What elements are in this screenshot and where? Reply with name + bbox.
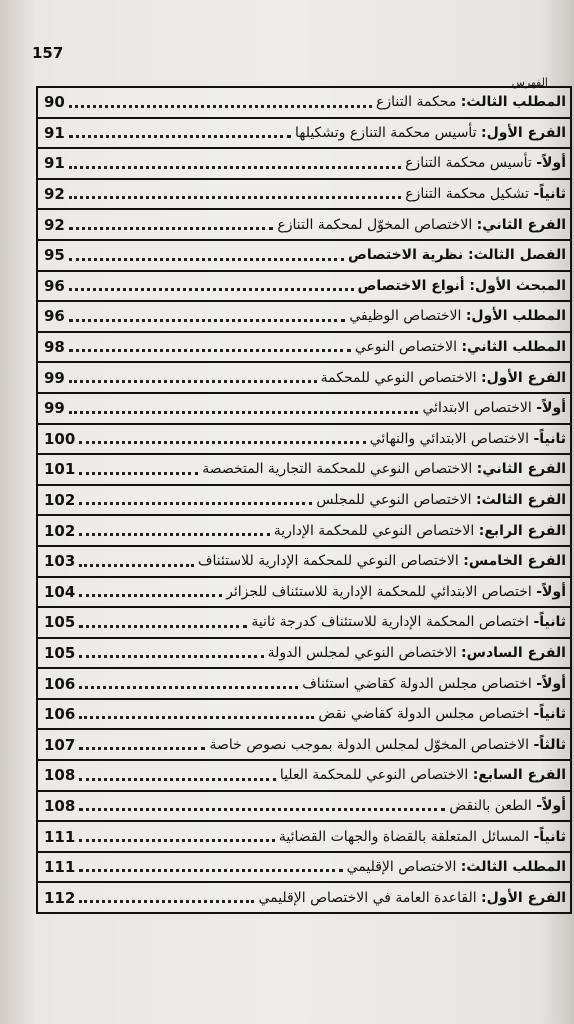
toc-entry-label: ثانياً- bbox=[533, 828, 566, 845]
toc-entry-title bbox=[198, 553, 570, 569]
toc-row bbox=[38, 547, 570, 578]
toc-leader-dots bbox=[79, 625, 247, 628]
toc-entry-label: أولاً- bbox=[536, 583, 566, 600]
toc-entry-title bbox=[277, 217, 570, 233]
toc-leader-dots bbox=[69, 288, 354, 291]
toc-entry-text: الطعن بالنقض bbox=[449, 797, 537, 814]
toc-entry-text: أنواع الاختصاص bbox=[357, 277, 470, 294]
toc-leader-dots bbox=[69, 411, 419, 414]
toc-entry-label: الفرع الأول: bbox=[481, 889, 566, 906]
toc-entry-text: الاختصاص الوظيفي bbox=[349, 308, 466, 325]
table-of-contents bbox=[36, 86, 572, 914]
toc-entry-label: الفرع السادس: bbox=[461, 644, 566, 661]
toc-page-number: 106 bbox=[44, 674, 76, 693]
toc-entry-title bbox=[268, 645, 570, 661]
toc-entry-title bbox=[405, 155, 570, 171]
toc-row bbox=[38, 363, 570, 394]
toc-entry-title bbox=[405, 186, 570, 202]
toc-entry-title bbox=[258, 890, 570, 906]
toc-entry-text: تأسيس محكمة التنازع وتشكيلها bbox=[294, 124, 482, 141]
toc-entry-label: الفرع الخامس: bbox=[463, 553, 566, 570]
toc-entry-label: المطلب الثاني: bbox=[461, 339, 566, 356]
toc-page-number: 107 bbox=[44, 735, 76, 754]
toc-leader-dots bbox=[69, 319, 345, 322]
toc-leader-dots bbox=[79, 869, 342, 872]
toc-entry-label: الفصل الثالث: bbox=[468, 247, 566, 264]
toc-entry-title bbox=[318, 706, 570, 722]
toc-leader-dots bbox=[79, 564, 194, 567]
toc-entry-label: أولاً- bbox=[536, 797, 566, 814]
toc-entry-label: الفرع السابع: bbox=[472, 767, 566, 784]
toc-entry-label: أولاً- bbox=[536, 675, 566, 692]
toc-entry-title bbox=[316, 492, 570, 508]
toc-entry-label: الفرع الأول: bbox=[481, 124, 566, 141]
page-number: 157 bbox=[32, 44, 64, 62]
toc-page-number: 91 bbox=[44, 154, 65, 173]
toc-leader-dots bbox=[79, 808, 445, 811]
toc-leader-dots bbox=[79, 778, 276, 781]
toc-page-number: 96 bbox=[44, 307, 65, 326]
toc-entry-label: ثانياً- bbox=[533, 706, 566, 723]
toc-leader-dots bbox=[79, 594, 222, 597]
toc-entry-text: نظرية الاختصاص bbox=[347, 247, 468, 264]
toc-row bbox=[38, 180, 570, 211]
toc-entry-text: محكمة التنازع bbox=[376, 94, 461, 111]
toc-entry-text: الاختصاص النوعي للمحكمة التجارية المتخصصة bbox=[202, 461, 477, 478]
toc-page-number: 104 bbox=[44, 582, 76, 601]
toc-page-number: 102 bbox=[44, 521, 76, 540]
toc-entry-text: الاختصاص النوعي للمجلس bbox=[316, 492, 477, 509]
toc-entry-title bbox=[226, 584, 570, 600]
toc-page-number: 96 bbox=[44, 276, 65, 295]
toc-page-number: 99 bbox=[44, 399, 65, 418]
toc-entry-title bbox=[449, 798, 570, 814]
toc-page-number: 106 bbox=[44, 705, 76, 724]
toc-entry-text: الاختصاص المخوّل لمحكمة التنازع bbox=[277, 216, 477, 233]
toc-row bbox=[38, 700, 570, 731]
toc-leader-dots bbox=[79, 533, 269, 536]
toc-leader-dots bbox=[69, 196, 401, 199]
toc-leader-dots bbox=[69, 349, 351, 352]
toc-page-number: 102 bbox=[44, 491, 76, 510]
toc-leader-dots bbox=[79, 655, 263, 658]
toc-entry-label: المطلب الأول: bbox=[465, 308, 566, 325]
toc-entry-text: الاختصاص النوعي bbox=[354, 339, 462, 356]
toc-entry-text: الاختصاص النوعي للمحكمة bbox=[320, 369, 482, 386]
toc-entry-text: الاختصاص النوعي لمجلس الدولة bbox=[267, 644, 462, 661]
toc-entry-title bbox=[376, 94, 570, 110]
toc-entry-text: القاعدة العامة في الاختصاص الإقليمي bbox=[258, 889, 482, 906]
toc-leader-dots bbox=[69, 166, 401, 169]
toc-leader-dots bbox=[79, 686, 298, 689]
toc-entry-label: أولاً- bbox=[536, 400, 566, 417]
toc-row bbox=[38, 486, 570, 517]
toc-row bbox=[38, 425, 570, 456]
toc-entry-text: الاختصاص الإقليمي bbox=[346, 859, 461, 876]
toc-page-number: 108 bbox=[44, 766, 76, 785]
toc-row bbox=[38, 730, 570, 761]
toc-entry-title bbox=[321, 370, 570, 386]
toc-row bbox=[38, 241, 570, 272]
toc-entry-label: ثانياً- bbox=[533, 614, 566, 631]
toc-page-number: 100 bbox=[44, 429, 76, 448]
toc-entry-text: الاختصاص النوعي للمحكمة الإدارية bbox=[273, 522, 479, 539]
toc-entry-label: أولاً- bbox=[536, 155, 566, 172]
toc-row bbox=[38, 149, 570, 180]
toc-entry-label: الفرع الأول: bbox=[481, 369, 566, 386]
toc-row bbox=[38, 210, 570, 241]
toc-entry-text: تشكيل محكمة التنازع bbox=[405, 186, 534, 203]
toc-entry-title bbox=[422, 400, 570, 416]
toc-page-number: 101 bbox=[44, 460, 76, 479]
toc-row bbox=[38, 333, 570, 364]
toc-page-number: 90 bbox=[44, 93, 65, 112]
toc-entry-title bbox=[280, 767, 570, 783]
toc-leader-dots bbox=[79, 839, 275, 842]
toc-entry-label: المطلب الثالث: bbox=[460, 859, 566, 876]
toc-entry-title bbox=[348, 247, 570, 263]
toc-entry-text: الاختصاص المخوّل لمجلس الدولة بموجب نصوص خاصة bbox=[209, 736, 534, 753]
toc-entry-text: الاختصاص النوعي للمحكمة الإدارية للاستئناف bbox=[197, 553, 464, 570]
toc-row bbox=[38, 853, 570, 884]
toc-page-number: 103 bbox=[44, 552, 76, 571]
toc-entry-text: اختصاص الابتدائي للمحكمة الإدارية للاستئناف للجزائر bbox=[226, 583, 537, 600]
toc-page-number: 105 bbox=[44, 613, 76, 632]
toc-leader-dots bbox=[79, 716, 314, 719]
toc-entry-label: ثانياً- bbox=[533, 430, 566, 447]
toc-page-number: 105 bbox=[44, 643, 76, 662]
toc-entry-title bbox=[302, 676, 570, 692]
toc-entry-title bbox=[370, 431, 570, 447]
toc-page-number: 112 bbox=[44, 888, 76, 907]
toc-leader-dots bbox=[79, 900, 254, 903]
toc-row bbox=[38, 578, 570, 609]
toc-leader-dots bbox=[79, 747, 205, 750]
toc-entry-title bbox=[251, 614, 570, 630]
toc-row bbox=[38, 792, 570, 823]
toc-leader-dots bbox=[69, 258, 344, 261]
toc-entry-text: المسائل المتعلقة بالقضاة والجهات القضائية bbox=[278, 828, 534, 845]
toc-leader-dots bbox=[79, 441, 365, 444]
toc-entry-label: المبحث الأول: bbox=[469, 277, 566, 294]
running-header: الفهرس bbox=[511, 76, 548, 89]
toc-entry-title bbox=[209, 737, 570, 753]
toc-page-number: 108 bbox=[44, 796, 76, 815]
toc-entry-text: الاختصاص النوعي للمحكمة العليا bbox=[279, 767, 473, 784]
toc-entry-text: اختصاص المحكمة الإدارية للاستئناف كدرجة ثانية bbox=[251, 614, 534, 631]
toc-entry-label: المطلب الثالث: bbox=[460, 94, 566, 111]
toc-leader-dots bbox=[69, 380, 317, 383]
toc-entry-title bbox=[274, 523, 570, 539]
toc-entry-label: الفرع الرابع: bbox=[478, 522, 566, 539]
toc-entry-text: الاختصاص الابتدائي والنهائي bbox=[369, 430, 534, 447]
toc-leader-dots bbox=[69, 227, 274, 230]
toc-entry-title bbox=[358, 278, 570, 294]
toc-page-number: 111 bbox=[44, 827, 76, 846]
toc-entry-title bbox=[295, 125, 570, 141]
toc-row bbox=[38, 455, 570, 486]
toc-page-number: 92 bbox=[44, 185, 65, 204]
toc-page-number: 91 bbox=[44, 123, 65, 142]
toc-row bbox=[38, 394, 570, 425]
toc-row bbox=[38, 608, 570, 639]
toc-row bbox=[38, 272, 570, 303]
toc-entry-text: اختصاص مجلس الدولة كقاضي استئناف bbox=[302, 675, 537, 692]
toc-entry-title bbox=[349, 308, 570, 324]
toc-row bbox=[38, 669, 570, 700]
toc-leader-dots bbox=[79, 502, 312, 505]
toc-row bbox=[38, 761, 570, 792]
toc-leader-dots bbox=[69, 135, 291, 138]
toc-row bbox=[38, 302, 570, 333]
toc-leader-dots bbox=[79, 472, 198, 475]
toc-entry-title bbox=[355, 339, 570, 355]
toc-entry-label: ثالثاً- bbox=[533, 736, 566, 753]
toc-entry-text: اختصاص مجلس الدولة كقاضي نقض bbox=[318, 706, 534, 723]
toc-row bbox=[38, 883, 570, 914]
toc-entry-text: الاختصاص الابتدائي bbox=[422, 400, 537, 417]
toc-leader-dots bbox=[69, 105, 372, 108]
toc-row bbox=[38, 822, 570, 853]
toc-entry-title bbox=[347, 859, 570, 875]
toc-page-number: 95 bbox=[44, 246, 65, 265]
toc-entry-text: تأسيس محكمة التنازع bbox=[405, 155, 537, 172]
toc-row bbox=[38, 516, 570, 547]
toc-entry-title bbox=[202, 461, 570, 477]
toc-page-number: 99 bbox=[44, 368, 65, 387]
toc-entry-label: الفرع الثاني: bbox=[476, 461, 566, 478]
toc-page-number: 92 bbox=[44, 215, 65, 234]
toc-entry-title bbox=[279, 829, 570, 845]
toc-page-number: 98 bbox=[44, 338, 65, 357]
toc-page-number: 111 bbox=[44, 858, 76, 877]
toc-entry-label: الفرع الثالث: bbox=[476, 492, 566, 509]
toc-row bbox=[38, 88, 570, 119]
toc-row bbox=[38, 119, 570, 150]
toc-entry-label: الفرع الثاني: bbox=[476, 216, 566, 233]
toc-row bbox=[38, 639, 570, 670]
toc-entry-label: ثانياً- bbox=[533, 186, 566, 203]
